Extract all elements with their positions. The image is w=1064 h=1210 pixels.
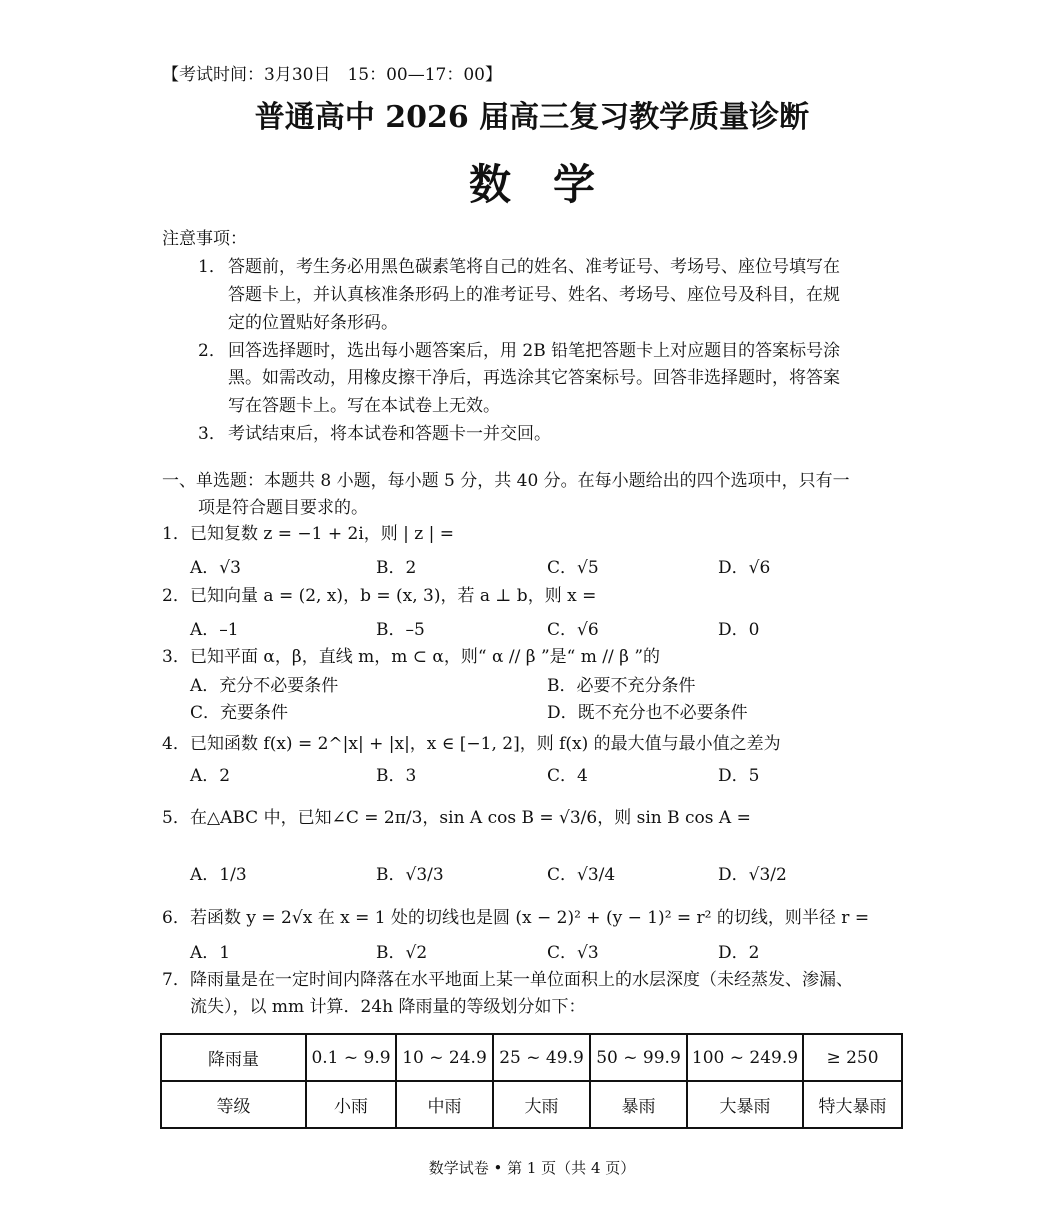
q6-option-c: C．√3 (547, 943, 599, 963)
q2-option-a: A．–1 (190, 620, 239, 640)
q6-num: 6． (162, 908, 190, 928)
notice-2-num: 2． (198, 341, 226, 361)
q2-option-c: C．√6 (547, 620, 599, 640)
q1-num: 1． (162, 524, 190, 544)
q7-stem-line1: 降雨量是在一定时间内降落在水平地面上某一单位面积上的水层深度（未经蒸发、渗漏、 (190, 970, 853, 990)
notice-1-line2: 答题卡上，并认真核准条形码上的准考证号、姓名、考场号、座位号及科目，在规 (228, 285, 840, 305)
q5-option-a: A．1/3 (190, 865, 247, 885)
q3-num: 3． (162, 647, 190, 667)
q4-num: 4． (162, 734, 190, 754)
q3-stem: 已知平面 α，β，直线 m，m ⊂ α，则“ α // β ”是“ m // β ”的 (190, 647, 661, 667)
q3-option-c: C．充要条件 (190, 703, 289, 723)
q1-option-c: C．√5 (547, 558, 599, 578)
subject-title: 数 学 (468, 160, 595, 209)
q5-option-b: B．√3/3 (376, 865, 444, 885)
q6-option-a: A．1 (190, 943, 231, 963)
q2-num: 2． (162, 586, 190, 606)
notice-2-line3: 写在答题卡上。写在本试卷上无效。 (228, 396, 500, 416)
q3-option-a: A．充分不必要条件 (190, 676, 339, 696)
q3-option-d: D．既不充分也不必要条件 (547, 703, 748, 723)
table-cell: 特大暴雨 (803, 1081, 902, 1128)
rainfall-table (160, 1033, 903, 1129)
q4-option-d: D．5 (718, 766, 760, 786)
q5-stem: 在△ABC 中，已知∠C = 2π/3，sin A cos B = √3/6，则 sin B cos A = (190, 808, 751, 828)
q4-stem: 已知函数 f(x) = 2^|x| + |x|，x ∈ [−1, 2]，则 f(x) 的最大值与最小值之差为 (190, 734, 781, 754)
table-cell: 大暴雨 (687, 1081, 803, 1128)
q6-option-d: D．2 (718, 943, 760, 963)
notice-1-line1: 答题前，考生务必用黑色碳素笔将自己的姓名、准考证号、考场号、座位号填写在 (228, 257, 840, 277)
page-footer: 数学试卷 • 第 1 页（共 4 页） (428, 1159, 636, 1177)
q3-option-b: B．必要不充分条件 (547, 676, 696, 696)
q6-option-b: B．√2 (376, 943, 428, 963)
q5-option-d: D．√3/2 (718, 865, 787, 885)
notice-3-num: 3． (198, 424, 226, 444)
table-cell: 小雨 (306, 1081, 396, 1128)
notice-heading: 注意事项： (162, 229, 247, 249)
notice-3-line1: 考试结束后，将本试卷和答题卡一并交回。 (228, 424, 551, 444)
table-cell: 50 ~ 99.9 (590, 1034, 687, 1081)
table-row (161, 1081, 902, 1128)
q7-stem-line2: 流失），以 mm 计算．24h 降雨量的等级划分如下： (190, 997, 586, 1017)
q6-stem: 若函数 y = 2√x 在 x = 1 处的切线也是圆 (x − 2)² + (y − 1)² = r² 的切线，则半径 r = (190, 908, 870, 928)
exam-time: 【考试时间：3月30日 15：00—17：00】 (162, 65, 502, 85)
table-cell: 0.1 ~ 9.9 (306, 1034, 396, 1081)
table-cell: ≥ 250 (803, 1034, 902, 1081)
q2-stem: 已知向量 a = (2, x)，b = (x, 3)，若 a ⊥ b，则 x = (190, 586, 597, 606)
q2-option-b: B．–5 (376, 620, 425, 640)
q1-option-d: D．√6 (718, 558, 771, 578)
table-row (161, 1034, 902, 1081)
q5-option-c: C．√3/4 (547, 865, 616, 885)
notice-1-num: 1． (198, 257, 226, 277)
notice-2-line1: 回答选择题时，选出每小题答案后，用 2B 铅笔把答题卡上对应题目的答案标号涂 (228, 341, 841, 361)
table-cell: 暴雨 (590, 1081, 687, 1128)
q1-option-a: A．√3 (190, 558, 241, 578)
table-cell: 25 ~ 49.9 (493, 1034, 590, 1081)
exam-title: 普通高中 2026 届高三复习教学质量诊断 (254, 100, 810, 135)
table-cell: 大雨 (493, 1081, 590, 1128)
q4-option-b: B．3 (376, 766, 417, 786)
q2-option-d: D．0 (718, 620, 760, 640)
q4-option-c: C．4 (547, 766, 588, 786)
table-cell: 中雨 (396, 1081, 493, 1128)
q1-option-b: B．2 (376, 558, 417, 578)
section-1-heading-cont: 项是符合题目要求的。 (198, 498, 368, 518)
notice-2-line2: 黑。如需改动，用橡皮擦干净后，再选涂其它答案标号。回答非选择题时，将答案 (228, 368, 840, 388)
q4-option-a: A．2 (190, 766, 231, 786)
notice-1-line3: 定的位置贴好条形码。 (228, 313, 398, 333)
q7-num: 7． (162, 970, 190, 990)
q5-num: 5． (162, 808, 190, 828)
section-1-heading: 一、单选题：本题共 8 小题，每小题 5 分，共 40 分。在每小题给出的四个选项中，只有一 (162, 471, 850, 491)
q1-stem: 已知复数 z = −1 + 2i，则 | z | = (190, 524, 455, 544)
table-cell: 等级 (161, 1081, 306, 1128)
table-cell: 降雨量 (161, 1034, 306, 1081)
table-cell: 100 ~ 249.9 (687, 1034, 803, 1081)
table-cell: 10 ~ 24.9 (396, 1034, 493, 1081)
